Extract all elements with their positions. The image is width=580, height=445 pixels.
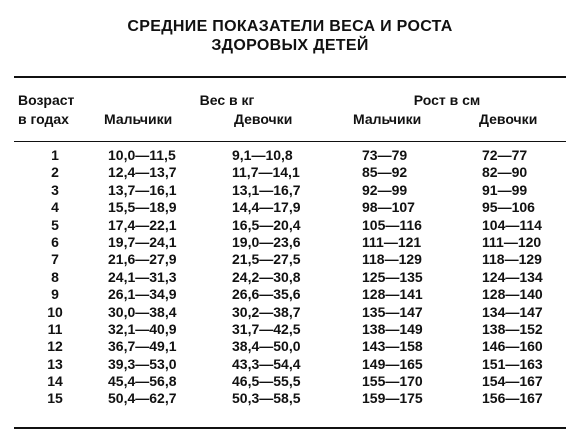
cell-age: 1 — [51, 147, 59, 163]
cell-age: 7 — [51, 251, 59, 268]
header-divider-rule — [14, 141, 566, 142]
cell-age: 14 — [47, 373, 63, 390]
cell-height-girls: 154—167 — [482, 373, 543, 390]
cell-weight-girls: 31,7—42,5 — [232, 320, 301, 337]
cell-height-boys: 105—116 — [362, 216, 422, 233]
cell-age: 6 — [51, 233, 59, 250]
cell-height-girls: 124—134 — [482, 268, 543, 285]
cell-weight-girls: 24,2—30,8 — [232, 268, 301, 285]
table-body — [0, 147, 580, 408]
cell-height-boys: 73—79 — [362, 147, 408, 163]
cell-height-girls: 146—160 — [482, 338, 543, 355]
cell-weight-boys: 13,7—16,1 — [108, 181, 177, 198]
header-weight: Вес в кг — [199, 92, 255, 108]
table-row — [0, 269, 580, 286]
cell-weight-boys: 15,5—18,9 — [108, 199, 177, 216]
cell-age: 4 — [51, 199, 59, 216]
table-row — [0, 217, 580, 234]
cell-height-girls: 138—152 — [482, 320, 543, 337]
cell-height-boys: 128—141 — [362, 286, 423, 303]
table-row — [0, 182, 580, 199]
table-row — [0, 147, 580, 164]
cell-age: 11 — [47, 320, 63, 337]
table-row — [0, 164, 580, 181]
cell-height-girls: 82—90 — [482, 164, 528, 181]
cell-age: 13 — [47, 355, 63, 372]
cell-weight-girls: 14,4—17,9 — [232, 199, 301, 216]
cell-weight-girls: 46,5—55,5 — [232, 373, 301, 390]
cell-weight-boys: 30,0—38,4 — [108, 303, 177, 320]
cell-age: 5 — [51, 216, 59, 233]
cell-height-boys: 143—158 — [362, 338, 423, 355]
cell-height-girls: 118—129 — [482, 251, 542, 268]
cell-height-boys: 111—121 — [362, 233, 422, 250]
table-bottom-rule — [14, 427, 566, 429]
cell-weight-girls: 50,3—58,5 — [232, 390, 301, 407]
cell-weight-boys: 10,0—11,5 — [108, 147, 176, 163]
cell-weight-boys: 32,1—40,9 — [108, 320, 177, 337]
table-row — [0, 234, 580, 251]
table-top-rule — [14, 76, 566, 78]
cell-age: 15 — [47, 390, 63, 407]
cell-weight-girls: 43,3—54,4 — [232, 355, 301, 372]
cell-weight-boys: 24,1—31,3 — [108, 268, 177, 285]
cell-height-girls: 156—167 — [482, 390, 543, 407]
cell-weight-girls: 13,1—16,7 — [232, 181, 301, 198]
cell-weight-girls: 30,2—38,7 — [232, 303, 301, 320]
cell-weight-girls: 38,4—50,0 — [232, 338, 301, 355]
cell-height-girls: 95—106 — [482, 199, 535, 216]
table-row — [0, 321, 580, 338]
cell-weight-boys: 50,4—62,7 — [108, 390, 177, 407]
header-height-boys: Мальчики — [353, 111, 422, 127]
cell-weight-girls: 19,0—23,6 — [232, 233, 301, 250]
cell-height-boys: 135—147 — [362, 303, 423, 320]
cell-weight-boys: 12,4—13,7 — [108, 164, 177, 181]
cell-weight-boys: 45,4—56,8 — [108, 373, 177, 390]
cell-height-boys: 85—92 — [362, 164, 408, 181]
header-height-girls: Девочки — [479, 111, 538, 127]
cell-weight-girls: 26,6—35,6 — [232, 286, 301, 303]
cell-height-girls: 91—99 — [482, 181, 528, 198]
page-title: СРЕДНИЕ ПОКАЗАТЕЛИ ВЕСА И РОСТА — [127, 18, 453, 35]
cell-height-boys: 155—170 — [362, 373, 423, 390]
cell-weight-girls: 9,1—10,8 — [232, 147, 293, 163]
cell-height-girls: 151—163 — [482, 355, 543, 372]
cell-weight-boys: 21,6—27,9 — [108, 251, 177, 268]
cell-age: 3 — [51, 181, 59, 198]
cell-height-boys: 125—135 — [362, 268, 423, 285]
table-row — [0, 390, 580, 407]
cell-height-boys: 138—149 — [362, 320, 423, 337]
header-weight-girls: Девочки — [234, 111, 293, 127]
table-row — [0, 286, 580, 303]
table-row — [0, 304, 580, 321]
cell-height-girls: 111—120 — [482, 233, 542, 250]
cell-height-boys: 159—175 — [362, 390, 423, 407]
table-row — [0, 199, 580, 216]
cell-age: 10 — [47, 303, 63, 320]
cell-height-boys: 92—99 — [362, 181, 408, 198]
cell-age: 9 — [51, 286, 59, 303]
header-age-line2: в годах — [18, 111, 69, 127]
cell-height-boys: 98—107 — [362, 199, 415, 216]
cell-weight-boys: 39,3—53,0 — [108, 355, 177, 372]
table-row — [0, 356, 580, 373]
cell-weight-girls: 11,7—14,1 — [232, 164, 300, 181]
cell-height-boys: 118—129 — [362, 251, 422, 268]
cell-weight-girls: 16,5—20,4 — [232, 216, 301, 233]
header-weight-boys: Мальчики — [104, 111, 173, 127]
cell-weight-boys: 36,7—49,1 — [108, 338, 177, 355]
cell-age: 12 — [47, 338, 63, 355]
table-row — [0, 251, 580, 268]
cell-weight-boys: 19,7—24,1 — [108, 233, 177, 250]
table-row — [0, 338, 580, 355]
cell-weight-boys: 17,4—22,1 — [108, 216, 177, 233]
cell-weight-girls: 21,5—27,5 — [232, 251, 301, 268]
cell-height-girls: 72—77 — [482, 147, 528, 163]
cell-height-girls: 134—147 — [482, 303, 543, 320]
header-height: Рост в см — [413, 92, 481, 108]
cell-height-boys: 149—165 — [362, 355, 423, 372]
table-row — [0, 373, 580, 390]
cell-age: 2 — [51, 164, 59, 181]
header-age-line1: Возраст — [18, 92, 75, 108]
cell-height-girls: 104—114 — [482, 216, 542, 233]
cell-height-girls: 128—140 — [482, 286, 543, 303]
cell-age: 8 — [51, 268, 59, 285]
cell-weight-boys: 26,1—34,9 — [108, 286, 177, 303]
page-subtitle: ЗДОРОВЫХ ДЕТЕЙ — [211, 37, 369, 54]
